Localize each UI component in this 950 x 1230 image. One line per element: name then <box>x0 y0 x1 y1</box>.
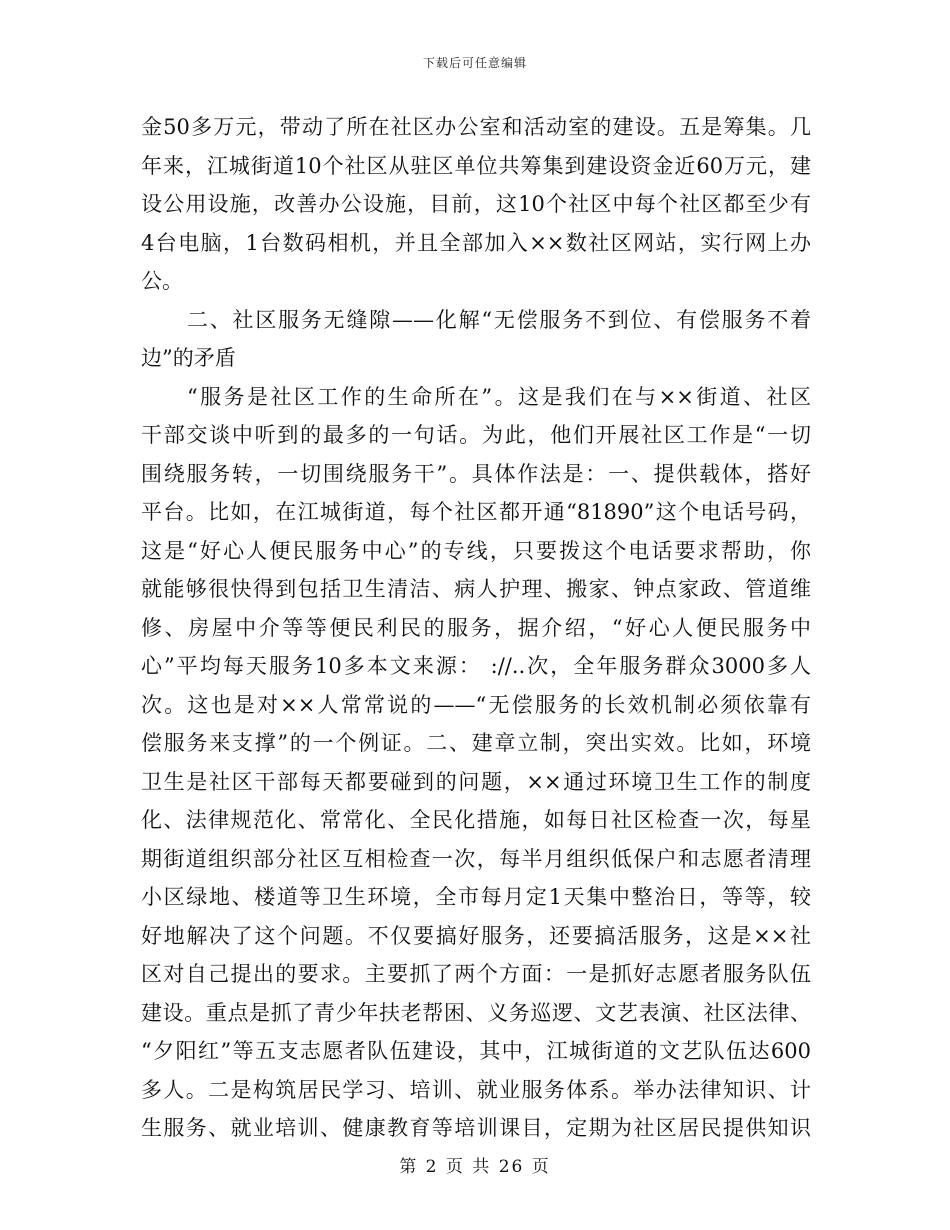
section-heading-line-2: 边”的矛盾 <box>141 346 236 370</box>
body-line-18: 卫生是社区干部每天都要碰到的问题，××通过环境卫生工作的制度 <box>141 769 811 794</box>
body-line-2: 年来，江城街道10个社区从驻区单位共筹集到建设资金近60万元，建 <box>141 153 811 178</box>
body-line-26: 多人。二是构筑居民学习、培训、就业服务体系。举办法律知识、计 <box>141 1077 811 1102</box>
body-line-13: 就能够很快得到包括卫生清洁、病人护理、搬家、钟点家政、管道维 <box>141 577 811 601</box>
body-line-15: 心”平均每天服务10多本文来源： ://..次，全年服务群众3000多人 <box>141 654 811 678</box>
body-line-20: 期街道组织部分社区互相检查一次，每半月组织低保户和志愿者清理 <box>141 846 811 871</box>
document-body <box>141 108 811 1148</box>
body-line-19: 化、法律规范化、常常化、全民化措施，如每日社区检查一次，每星 <box>141 808 811 832</box>
page-number-footer: 第 2 页 共 26 页 <box>399 1157 551 1177</box>
body-line-21: 小区绿地、楼道等卫生环境，全市每月定1天集中整治日，等等，较 <box>141 885 811 909</box>
body-line-9: 干部交谈中听到的最多的一句话。为此，他们开展社区工作是“一切 <box>141 423 811 447</box>
body-line-5: 公。 <box>141 269 183 293</box>
body-line-11: 平台。比如，在江城街道，每个社区都开通“81890”这个电话号码， <box>141 500 811 524</box>
body-line-14: 修、房屋中介等等便民利民的服务，据介绍，“好心人便民服务中 <box>141 615 811 640</box>
body-line-25: “夕阳红”等五支志愿者队伍建设，其中，江城街道的文艺队伍达600 <box>141 1039 811 1063</box>
body-line-23: 区对自己提出的要求。主要抓了两个方面：一是抓好志愿者服务队伍 <box>141 962 811 986</box>
body-line-4: 4台电脑，1台数码相机，并且全部加入××数社区网站，实行网上办 <box>141 230 811 255</box>
body-line-27: 生服务、就业培训、健康教育等培训课目，定期为社区居民提供知识 <box>141 1116 811 1140</box>
section-heading-line-1: 二、社区服务无缝隙——化解“无偿服务不到位、有偿服务不着 <box>187 307 811 332</box>
page-header-note: 下载后可任意编辑 <box>422 56 527 70</box>
body-line-12: 这是“好心人便民服务中心”的专线，只要拨这个电话要求帮助，你 <box>141 538 811 563</box>
body-line-1: 金50多万元，带动了所在社区办公室和活动室的建设。五是筹集。几 <box>141 115 811 139</box>
body-line-17: 偿服务来支撑”的一个例证。二、建章立制，突出实效。比如，环境 <box>141 731 811 755</box>
body-line-16: 次。这也是对××人常常说的——“无偿服务的长效机制必须依靠有 <box>141 692 811 717</box>
body-line-24: 建设。重点是抓了青少年扶老帮困、义务巡逻、文艺表演、社区法律、 <box>141 1000 811 1025</box>
body-line-10: 围绕服务转，一切围绕服务干”。具体作法是：一、提供载体，搭好 <box>141 461 811 486</box>
body-line-3: 设公用设施，改善办公设施，目前，这10个社区中每个社区都至少有 <box>141 192 811 216</box>
body-line-8: “服务是社区工作的生命所在”。这是我们在与××街道、社区 <box>187 384 811 409</box>
body-line-22: 好地解决了这个问题。不仅要搞好服务，还要搞活服务，这是××社 <box>141 923 811 948</box>
